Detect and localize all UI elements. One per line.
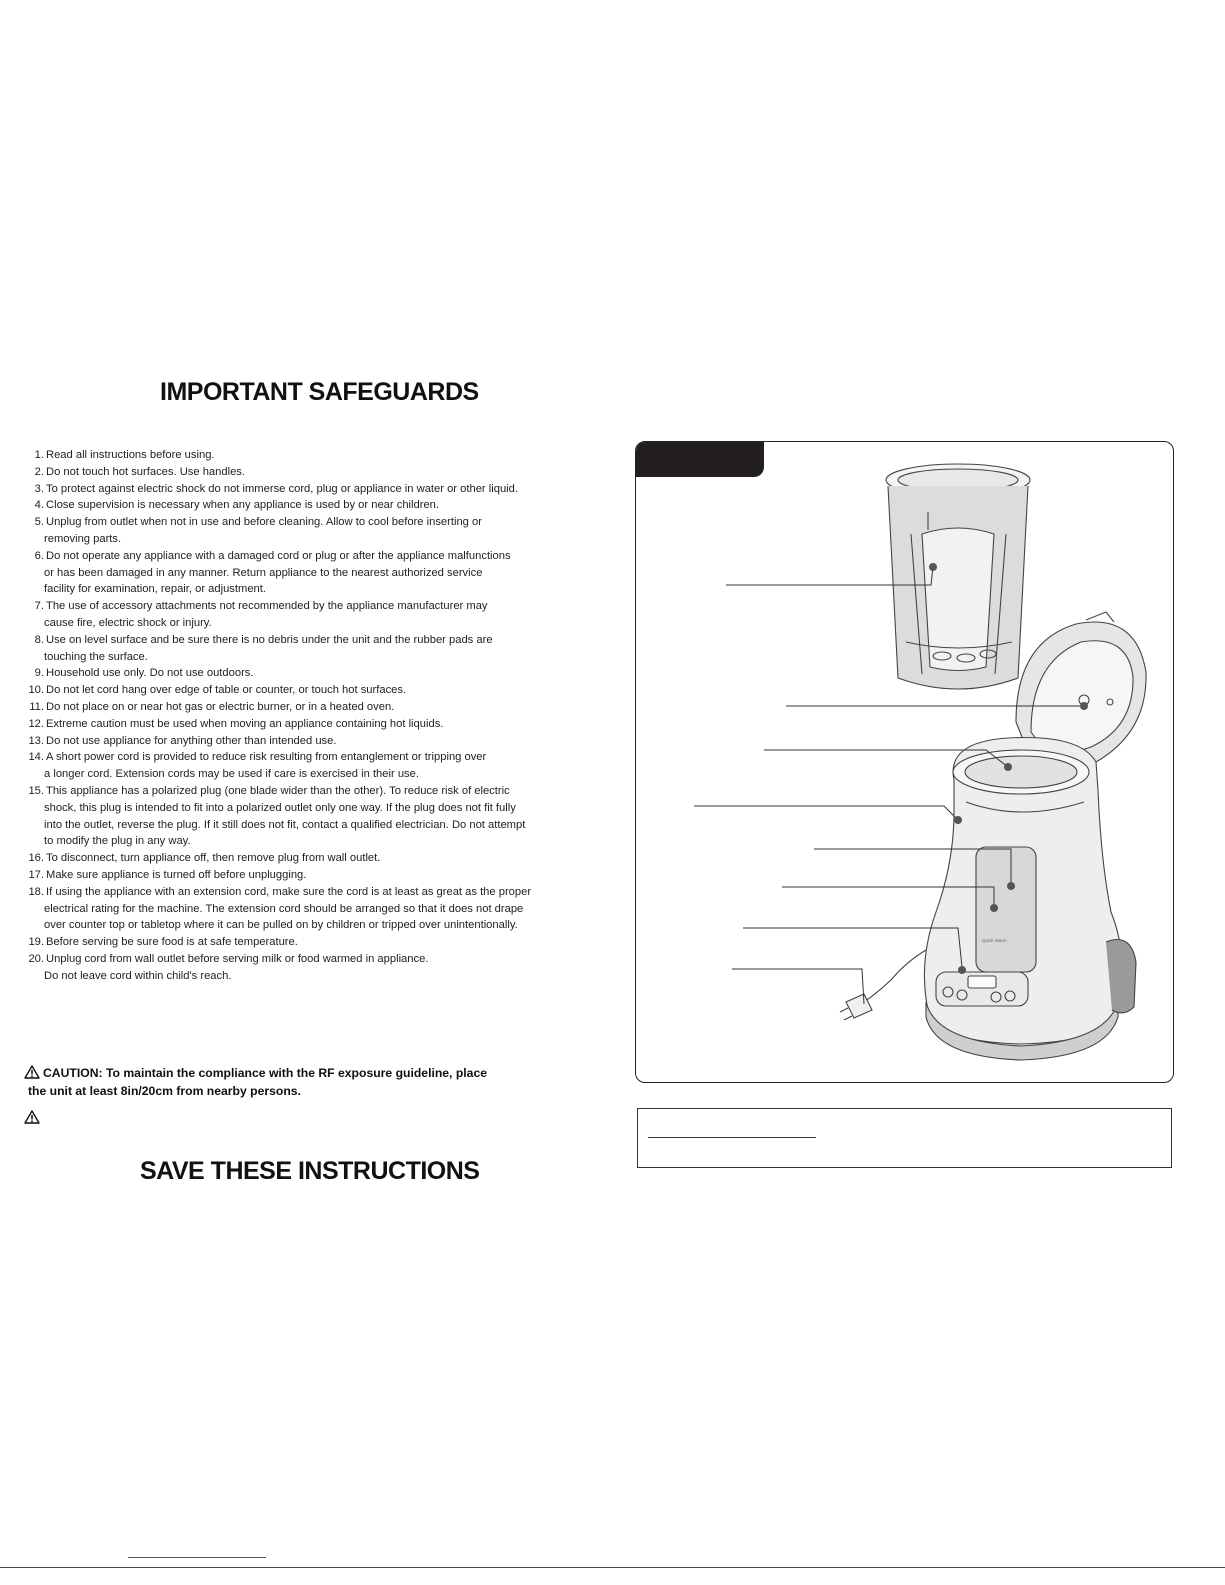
safeguards-list: [24, 447, 584, 985]
safeguard-text: Do not operate any appliance with a damaged cord or plug or after the appliance malfunctions: [46, 549, 511, 562]
safeguard-text: Do not place on or near hot gas or electric burner, or in a heated oven.: [46, 700, 395, 713]
safeguard-item: [24, 682, 584, 699]
safeguard-number: 8.: [34, 633, 44, 646]
parts-diagram-panel: [635, 441, 1174, 1083]
safeguard-number: 7.: [34, 600, 44, 613]
panel-label: Quick Warm: [982, 938, 1007, 943]
safeguard-text: over counter top or tabletop where it can be pulled on by children or tripped over unintentionally.: [44, 919, 518, 932]
safeguard-number: 6.: [34, 549, 44, 562]
safeguard-item: [24, 447, 584, 464]
safeguard-text: If using the appliance with an extension cord, make sure the cord is at least as great as the proper: [46, 885, 532, 898]
safeguard-item: [24, 749, 584, 783]
basket-drawing: [886, 464, 1030, 689]
safeguard-text: The use of accessory attachments not recommended by the appliance manufacturer may: [46, 600, 488, 613]
safeguard-text: removing parts.: [44, 532, 122, 545]
safeguard-number: 20.: [28, 952, 44, 965]
safeguard-text: Do not let cord hang over edge of table or counter, or touch hot surfaces.: [46, 684, 407, 697]
safeguard-text: This appliance has a polarized plug (one blade wider than the other). To reduce risk of electric: [46, 784, 510, 797]
caution-line-1: CAUTION: To maintain the compliance with the RF exposure guideline, place: [43, 1066, 487, 1080]
warning-triangle-icon: [24, 1110, 40, 1124]
safeguard-number: 9.: [34, 667, 44, 680]
safeguard-item: [24, 665, 584, 682]
safeguard-text: Do not touch hot surfaces. Use handles.: [46, 465, 246, 478]
safeguard-number: 2.: [34, 465, 44, 478]
safeguard-number: 12.: [28, 717, 44, 730]
safeguard-item: [24, 733, 584, 750]
safeguard-text: Make sure appliance is turned off before unplugging.: [46, 868, 307, 881]
safeguard-number: 5.: [34, 516, 44, 529]
safeguard-item: [24, 716, 584, 733]
footer-link-underline: [128, 1557, 266, 1558]
safeguard-text: touching the surface.: [44, 650, 148, 663]
safeguard-item: [24, 884, 584, 934]
safeguard-text: Read all instructions before using.: [46, 449, 215, 461]
safeguards-title: IMPORTANT SAFEGUARDS: [160, 378, 479, 406]
safeguard-text: Extreme caution must be used when moving an appliance containing hot liquids.: [46, 717, 444, 730]
safeguard-number: 3.: [34, 482, 44, 495]
safeguard-text: facility for examination, repair, or adjustment.: [44, 583, 266, 596]
safeguard-text: to modify the plug in any way.: [44, 835, 191, 848]
safeguard-text: Do not leave cord within child's reach.: [44, 969, 232, 982]
safeguard-item: [24, 497, 584, 514]
safeguard-item: [24, 867, 584, 884]
safeguard-text: To disconnect, turn appliance off, then remove plug from wall outlet.: [46, 852, 381, 865]
safeguard-text: Household use only. Do not use outdoors.: [46, 667, 254, 680]
warmer-body-drawing: [840, 738, 1136, 1061]
safeguard-item: [24, 632, 584, 666]
rf-caution: [24, 1064, 584, 1100]
safeguard-number: 11.: [29, 700, 44, 713]
safeguard-number: 10.: [28, 684, 44, 697]
safeguard-number: 18.: [28, 885, 44, 898]
safeguard-number: 13.: [28, 734, 44, 747]
safeguard-number: 17.: [28, 868, 44, 881]
safeguard-number: 14.: [28, 751, 44, 764]
safeguard-text: Before serving be sure food is at safe temperature.: [46, 936, 298, 949]
safeguard-text: Use on level surface and be sure there is no debris under the unit and the rubber pads are: [46, 633, 493, 646]
safeguard-item: [24, 548, 584, 598]
safeguard-item: [24, 699, 584, 716]
safeguard-number: 4.: [34, 499, 44, 512]
safeguard-text: a longer cord. Extension cords may be used if care is exercised in their use.: [44, 768, 419, 781]
safeguard-text: Do not use appliance for anything other than intended use.: [46, 734, 337, 747]
safeguard-number: 19.: [28, 936, 44, 949]
note-box: [637, 1108, 1172, 1168]
warning-triangle-icon: [24, 1065, 40, 1079]
safeguard-text: into the outlet, reverse the plug. If it still does not fit, contact a qualified electrician. Do not attempt: [44, 818, 526, 831]
safeguard-item: [24, 934, 584, 951]
safeguard-text: Unplug from outlet when not in use and before cleaning. Allow to cool before inserting or: [46, 516, 482, 529]
footer-rule: [0, 1567, 1225, 1568]
safeguard-item: [24, 951, 584, 985]
safeguard-text: cause fire, electric shock or injury.: [44, 616, 212, 629]
bottle-warmer-illustration: [636, 442, 1173, 1082]
safeguard-number: 16.: [28, 852, 44, 865]
safeguard-text: or has been damaged in any manner. Return appliance to the nearest authorized service: [44, 566, 483, 579]
note-underline: [648, 1137, 816, 1138]
safeguard-text: electrical rating for the machine. The extension cord should be arranged so that it does not drape: [44, 902, 524, 915]
safeguard-item: [24, 783, 584, 850]
safeguard-text: Close supervision is necessary when any appliance is used by or near children.: [46, 499, 440, 512]
safeguard-text: shock, this plug is intended to fit into a polarized outlet only one way. If the plug does not fit fully: [44, 801, 516, 814]
safeguard-item: [24, 481, 584, 498]
safeguard-number: 15.: [28, 784, 44, 797]
safeguard-number: 1.: [34, 449, 44, 461]
caution-line-2: the unit at least 8in/20cm from nearby persons.: [28, 1084, 301, 1098]
safeguard-item: [24, 464, 584, 481]
safeguard-text: To protect against electric shock do not immerse cord, plug or appliance in water or other liquid.: [46, 482, 518, 495]
safeguard-item: [24, 850, 584, 867]
safeguard-text: A short power cord is provided to reduce risk resulting from entanglement or tripping over: [46, 751, 487, 764]
safeguard-item: [24, 598, 584, 632]
safeguard-item: [24, 514, 584, 548]
save-instructions-title: SAVE THESE INSTRUCTIONS: [140, 1157, 480, 1185]
safeguard-text: Unplug cord from wall outlet before serving milk or food warmed in appliance.: [46, 952, 429, 965]
